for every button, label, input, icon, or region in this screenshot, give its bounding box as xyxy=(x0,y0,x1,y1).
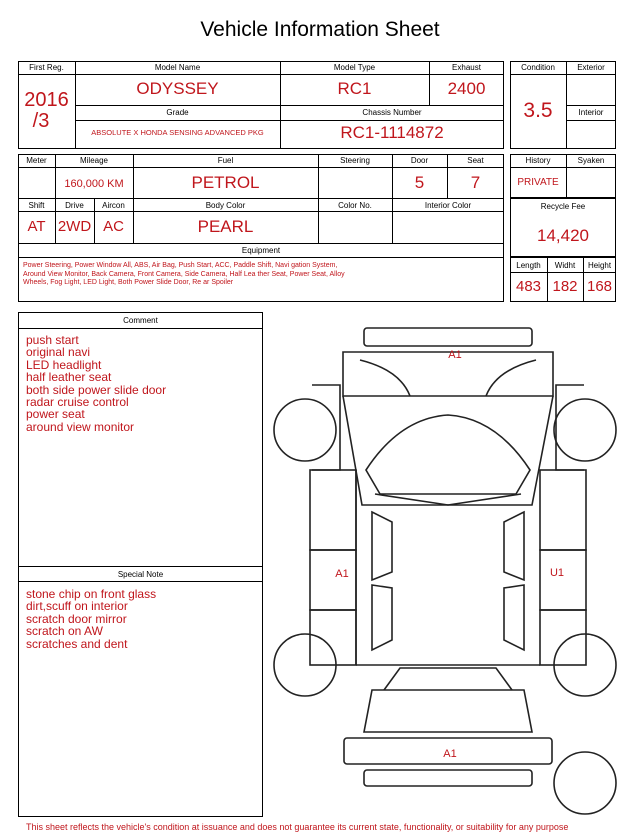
diagram-mark-right: U1 xyxy=(549,567,565,579)
meter-label: Meter xyxy=(26,156,47,165)
fuel-label: Fuel xyxy=(217,156,234,165)
aircon-label: Aircon xyxy=(102,201,125,210)
exhaust-label: Exhaust xyxy=(452,63,481,72)
syaken-label: Syaken xyxy=(577,156,605,165)
fuel-value: PETROL xyxy=(191,173,260,192)
grade-value: ABSOLUTE X HONDA SENSING ADVANCED PKG xyxy=(91,128,264,137)
color-no-label: Color No. xyxy=(338,201,372,210)
drive-label: Drive xyxy=(65,201,84,210)
recycle-fee-label: Recycle Fee xyxy=(540,202,586,211)
model-type-label: Model Type xyxy=(333,63,376,72)
list-item: around view monitor xyxy=(26,419,135,434)
body-color-label: Body Color xyxy=(205,201,246,210)
car-damage-diagram xyxy=(268,318,628,818)
first-reg-label: First Reg. xyxy=(29,63,64,72)
model-name-value: ODYSSEY xyxy=(136,79,219,98)
mileage-value: 160,000 KM xyxy=(64,178,124,190)
page-title: Vehicle Information Sheet xyxy=(200,18,440,41)
model-name-label: Model Name xyxy=(154,63,201,72)
diagram-mark-rear: A1 xyxy=(443,748,457,760)
list-item: power seat xyxy=(26,407,85,422)
list-item: radar cruise control xyxy=(26,395,129,410)
list-item: half leather seat xyxy=(26,370,112,385)
footer-disclaimer: This sheet reflects the vehicle's condition at issuance and does not guarantee its current state, functionality, or suitability for any purpose xyxy=(26,822,569,832)
height-label: Height xyxy=(587,261,612,270)
condition-value: 3.5 xyxy=(523,99,553,122)
condition-label: Condition xyxy=(521,63,555,72)
list-item: scratches and dent xyxy=(26,636,128,651)
steering-label: Steering xyxy=(340,156,370,165)
body-color-value: PEARL xyxy=(197,217,254,236)
model-type-value: RC1 xyxy=(337,79,372,98)
diagram-mark-front: A1 xyxy=(448,349,462,361)
shift-label: Shift xyxy=(28,201,45,210)
height-value: 168 xyxy=(586,278,613,295)
list-item: scratch door mirror xyxy=(26,611,127,626)
chassis-number-label: Chassis Number xyxy=(362,108,422,117)
exhaust-value: 2400 xyxy=(447,79,486,98)
list-item: push start xyxy=(26,333,79,347)
list-item: stone chip on front glass xyxy=(26,587,157,601)
shift-value: AT xyxy=(27,218,46,235)
grade-label: Grade xyxy=(166,108,189,117)
aircon-value: AC xyxy=(103,218,124,235)
list-item: original navi xyxy=(26,345,91,360)
drive-value: 2WD xyxy=(57,218,92,235)
length-value: 483 xyxy=(515,278,542,295)
list-item: LED headlight xyxy=(26,357,102,372)
list-item: both side power slide door xyxy=(26,382,167,397)
width-value: 182 xyxy=(552,278,578,295)
interior-color-label: Interior Color xyxy=(424,201,472,210)
door-value: 5 xyxy=(414,173,425,192)
diagram-mark-left: A1 xyxy=(335,568,349,580)
comment-label: Comment xyxy=(123,316,158,325)
seat-value: 7 xyxy=(470,173,481,192)
recycle-fee-value: 14,420 xyxy=(537,226,589,245)
length-label: Length xyxy=(516,261,541,270)
history-value: PRIVATE xyxy=(517,177,559,188)
list-item: scratch on AW xyxy=(26,624,103,639)
first-reg-month: /3 xyxy=(32,110,50,132)
seat-label: Seat xyxy=(467,156,484,165)
comment-list xyxy=(26,334,166,433)
first-reg-year: 2016 xyxy=(24,89,69,111)
special-note-list xyxy=(26,588,156,650)
equipment-label: Equipment xyxy=(241,246,281,255)
chassis-number-value: RC1-1114872 xyxy=(340,123,444,142)
equipment-text: Power Steering, Power Window All, ABS, Air Bag, Push Start, ACC, Paddle Shift, Navi gation System, Around View Monitor, Back Camera, Front Camera, Side Camera, Half Lea ther Seat, Power Seat, Alloy Wheels, Fog Light, LED Light, Both Power Slide Door, Re ar Spoiler xyxy=(23,262,345,286)
history-label: History xyxy=(525,156,551,165)
exterior-label: Exterior xyxy=(577,63,605,72)
list-item: dirt,scuff on interior xyxy=(26,599,128,614)
width-label: Widht xyxy=(554,261,576,270)
special-note-label: Special Note xyxy=(117,570,164,579)
door-label: Door xyxy=(410,156,429,165)
mileage-label: Mileage xyxy=(79,156,108,165)
interior-label: Interior xyxy=(578,108,604,117)
